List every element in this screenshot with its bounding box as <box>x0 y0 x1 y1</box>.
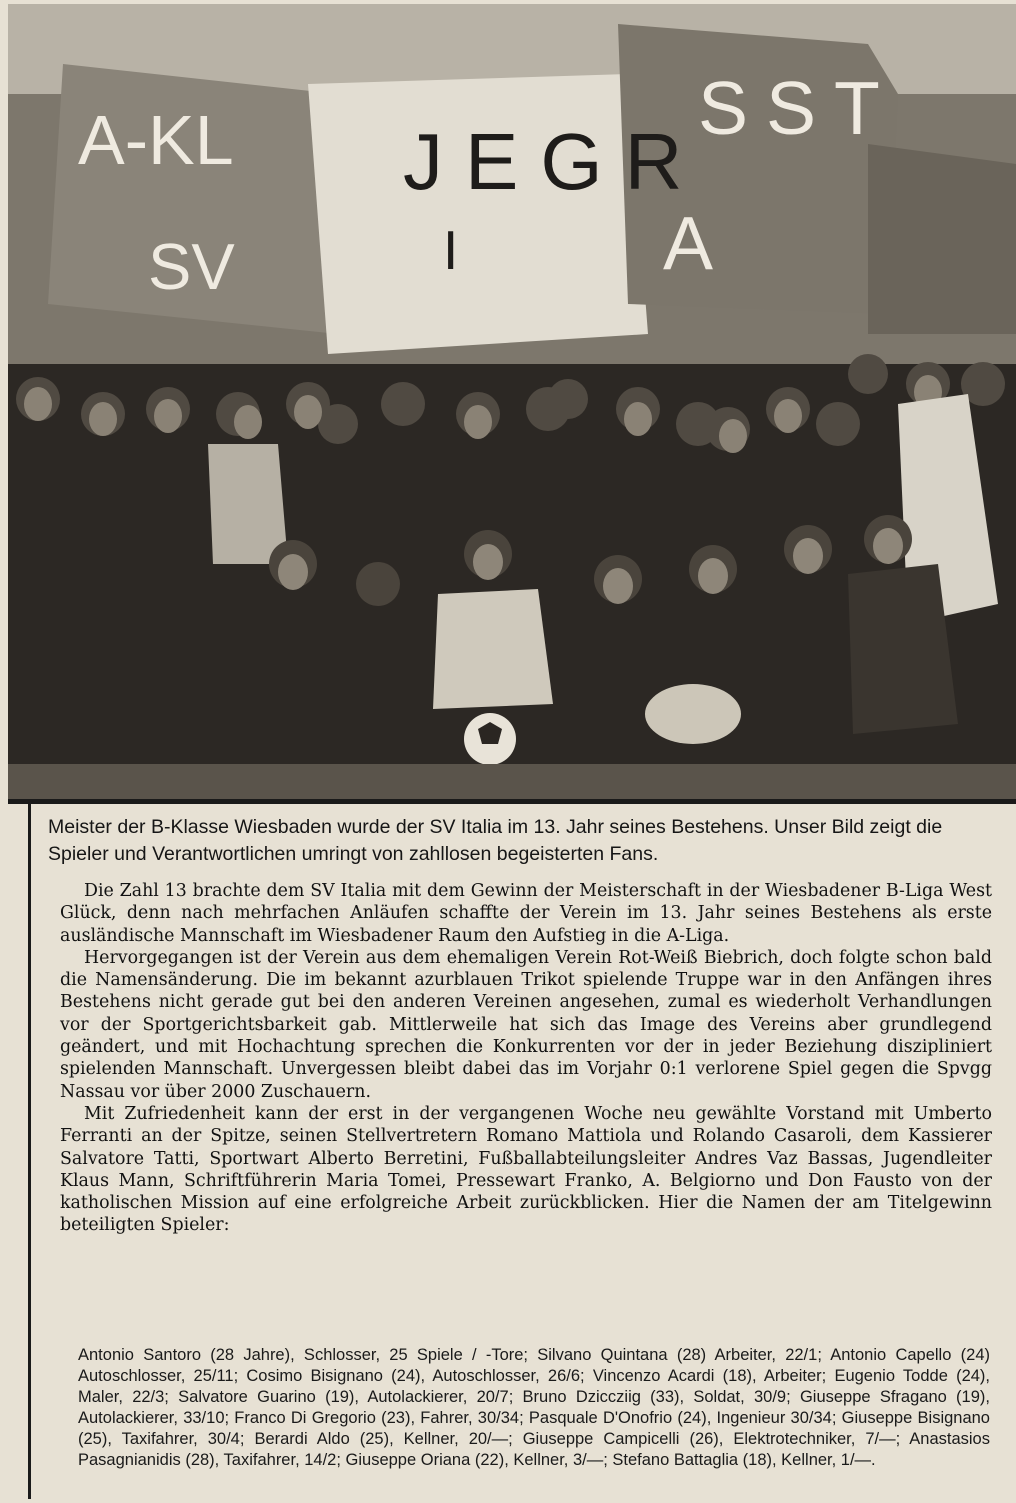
article-paragraph: Die Zahl 13 brachte dem SV Italia mit dem Gewinn der Meisterschaft in der Wiesbadener B-Liga West Glück, denn nach mehrfachen Anläufen schaffte der Verein im 13. Jahr seines Bestehens als erste ausländische Mannschaft im Wiesbadener Raum den Aufstieg in die A-Liga. <box>60 881 992 946</box>
article-paragraph: Hervorgegangen ist der Verein aus dem ehemaligen Verein Rot-Weiß Biebrich, doch folgte schon bald die Namensänderung. Die im bekannt azurblauen Trikot spielende Truppe war in den Anfängen ihres Bestehens nicht gerade gut bei den anderen Vereinen angesehen, zumal es wiederholt Verhandlungen vor der Sportgerichtsbarkeit gab. Mittlerweile hat sich das Image des Vereins aber grundlegend geändert, und mit Hochachtung sprechen die Konkurrenten vor der in jeder Beziehung diszipliniert spielenden Mannschaft. Unvergessen bleibt dabei das im Vorjahr 0:1 verlorene Spiel gegen die Spvgg Nassau vor über 2000 Zuschauern. <box>60 947 992 1102</box>
team-photo-drawing <box>8 4 1016 804</box>
banner-text-4: SV <box>148 230 235 303</box>
banner-text-1: A-KL <box>78 101 234 179</box>
banner-text-5: I <box>443 219 459 281</box>
article-body <box>60 880 992 1237</box>
column-rule <box>28 804 31 1499</box>
banner-text-3: SST <box>698 66 898 150</box>
banner-text-6: A <box>663 201 714 285</box>
player-list: Antonio Santoro (28 Jahre), Schlosser, 25 Spiele / -Tore; Silvano Quintana (28) Arbeiter, 22/1; Antonio Capello (24) Autoschlosser, 25/11; Cosimo Bisignano (24), Autoschlosser, 26/6; Vincenzo Acardi (18), Arbeiter; Eugenio Todde (24), Maler, 22/3; Salvatore Guarino (19), Autolackierer, 20/7; Bruno Dziccziig (33), Soldat, 30/9; Giuseppe Sfragano (19), Autolackierer, 33/10; Franco Di Gregorio (23), Fahrer, 30/34; Pasquale D'Onofrio (24), Ingenieur 30/34; Giuseppe Bisignano (25), Taxifahrer, 30/4; Berardi Aldo (25), Kellner, 20/—; Giuseppe Campicelli (26), Elektrotechniker, 7/—; Anastasios Pasagnianidis (28), Taxifahrer, 14/2; Giuseppe Oriana (22), Kellner, 3/—; Stefano Battaglia (18), Kellner, 1/—. <box>78 1346 990 1469</box>
banner-center <box>308 74 648 354</box>
photo-caption: Meister der B-Klasse Wiesbaden wurde der SV Italia im 13. Jahr seines Bestehens. Unser Bild zeigt die Spieler und Verantwortlichen umringt von zahllosen begeisterten Fans. <box>48 816 943 865</box>
team-photo <box>8 4 1016 804</box>
banner-text-2: JEGR <box>403 117 705 206</box>
article-paragraph: Mit Zufriedenheit kann der erst in der vergangenen Woche neu gewählte Vorstand mit Umberto Ferranti an der Spitze, seinen Stellvertretern Romano Mattiola und Rolando Casaroli, dem Kassierer Salvatore Tatti, Sportwart Alberto Berretini, Fußballabteilungsleiter Andres Vaz Bassas, Jugendleiter Klaus Mann, Schriftführerin Maria Tomei, Pressewart Franko, A. Belgiorno und Don Fausto von der katholischen Mission auf eine erfolgreiche Arbeit zurückblicken. Hier die Namen der am Titelgewinn beteiligten Spieler: <box>60 1103 992 1236</box>
